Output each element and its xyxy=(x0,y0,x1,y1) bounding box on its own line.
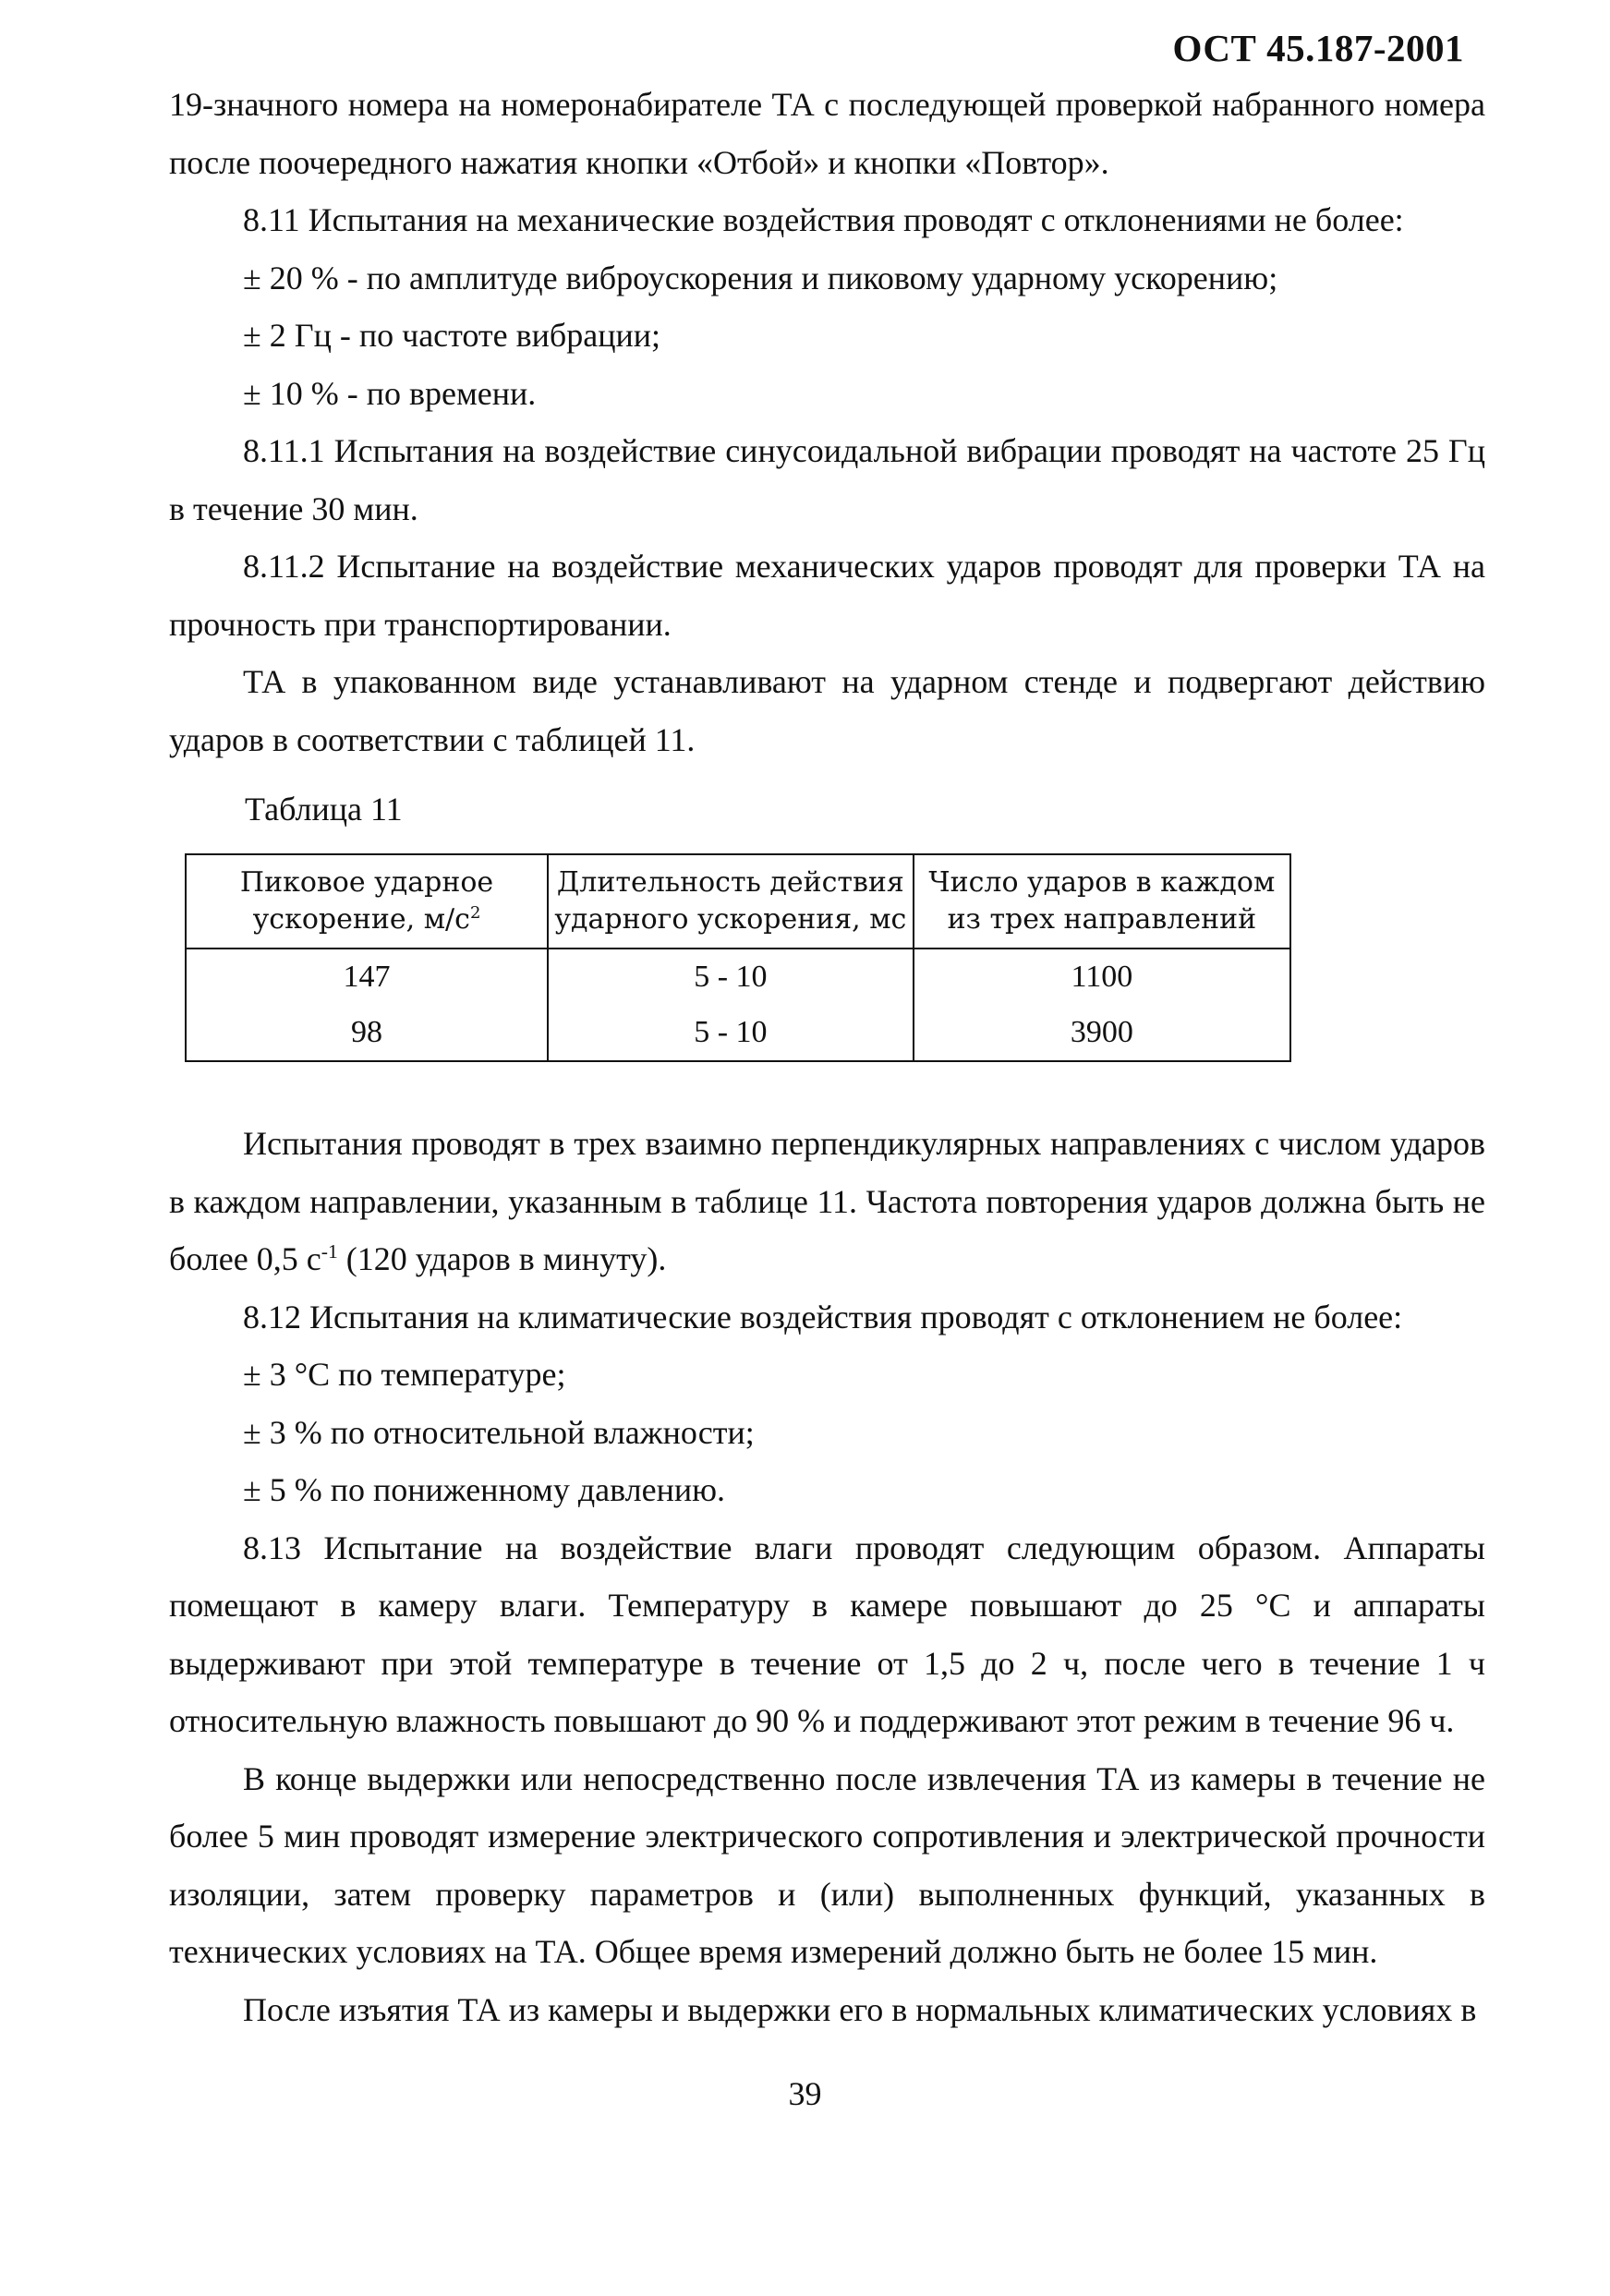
impacts-text: Испытания проводят в трех взаимно перпендикулярных направлениях с числом ударов в каждом направлении, указанным в таблице 11. Частота повторения ударов должна быть не более 0,5 с xyxy=(169,1125,1485,1277)
paragraph-8-11: 8.11 Испытания на механические воздействия проводят с отклонениями не более: xyxy=(243,201,1404,238)
text-block-top xyxy=(169,76,1485,768)
paragraph-continuation: 19-значного номера на номеронабирателе ТА с последующей проверкой набранного номера после поочередного нажатия кнопки «Отбой» и кнопки «Повтор». xyxy=(169,86,1485,181)
header-superscript: 2 xyxy=(469,903,481,923)
table-row xyxy=(186,949,1290,1005)
paragraph-8-12: 8.12 Испытания на климатические воздействия проводят с отклонением не более: xyxy=(243,1298,1403,1335)
cell-acceleration: 98 xyxy=(186,1005,548,1061)
tolerance-amplitude: ± 20 % - по амплитуде виброускорения и пиковому ударному ускорению; xyxy=(243,259,1278,296)
header-peak-acceleration xyxy=(186,854,548,949)
table-11 xyxy=(185,853,1291,1062)
cell-count: 3900 xyxy=(914,1005,1290,1061)
paragraph-8-11-1: 8.11.1 Испытания на воздействие синусоидальной вибрации проводят на частоте 25 Гц в течение 30 мин. xyxy=(169,432,1485,527)
header-peak-acceleration-text: Пиковое ударное ускорение, м/с xyxy=(239,866,494,936)
cell-duration: 5 - 10 xyxy=(548,1005,914,1061)
cell-acceleration: 147 xyxy=(186,949,548,1005)
header-duration: Длительность действия ударного ускорения, мс xyxy=(548,854,914,949)
tolerance-pressure: ± 5 % по пониженному давлению. xyxy=(243,1471,725,1508)
paragraph-impacts xyxy=(169,1115,1485,1288)
cell-count: 1100 xyxy=(914,949,1290,1005)
tolerance-temperature: ± 3 °С по температуре; xyxy=(243,1356,566,1393)
tolerance-time: ± 10 % - по времени. xyxy=(243,374,537,412)
cell-duration: 5 - 10 xyxy=(548,949,914,1005)
document-code: ОСТ 45.187-2001 xyxy=(1172,27,1464,69)
table-caption: Таблица 11 xyxy=(245,791,403,828)
table-row xyxy=(186,1005,1290,1061)
impacts-superscript: -1 xyxy=(321,1240,338,1263)
impacts-suffix: (120 ударов в минуту). xyxy=(337,1240,667,1277)
paragraph-packed-ta: ТА в упакованном виде устанавливают на ударном стенде и подвергают действию ударов в соответствии с таблицей 11. xyxy=(169,663,1485,758)
header-impact-count: Число ударов в каждом из трех направлений xyxy=(914,854,1290,949)
paragraph-after-removal: После изъятия ТА из камеры и выдержки его в нормальных климатических условиях в xyxy=(243,1990,1477,2028)
paragraph-measurements: В конце выдержки или непосредственно после извлечения ТА из камеры в течение не более 5 мин проводят измерение электрического сопротивления и электрической прочности изоляции, затем проверку параметров и (или) выполненных функций, указанных в технических условиях на ТА. Общее время измерений должно быть не более 15 мин. xyxy=(169,1759,1485,1970)
table-header-row xyxy=(186,854,1290,949)
paragraph-8-13: 8.13 Испытание на воздействие влаги проводят следующим образом. Аппараты помещают в камеру влаги. Температуру в камере повышают до 25 °С и аппараты выдерживают при этой температуре в течение от 1,5 до 2 ч, после чего в течение 1 ч относительную влажность повышают до 90 % и поддерживают этот режим в течение 96 ч. xyxy=(169,1529,1485,1739)
text-block-bottom xyxy=(169,1115,1485,2038)
paragraph-8-11-2: 8.11.2 Испытание на воздействие механических ударов проводят для проверки ТА на прочность при транспортировании. xyxy=(169,548,1485,643)
tolerance-frequency: ± 2 Гц - по частоте вибрации; xyxy=(243,317,661,354)
page-number: 39 xyxy=(788,2075,822,2112)
tolerance-humidity: ± 3 % по относительной влажности; xyxy=(243,1413,755,1451)
